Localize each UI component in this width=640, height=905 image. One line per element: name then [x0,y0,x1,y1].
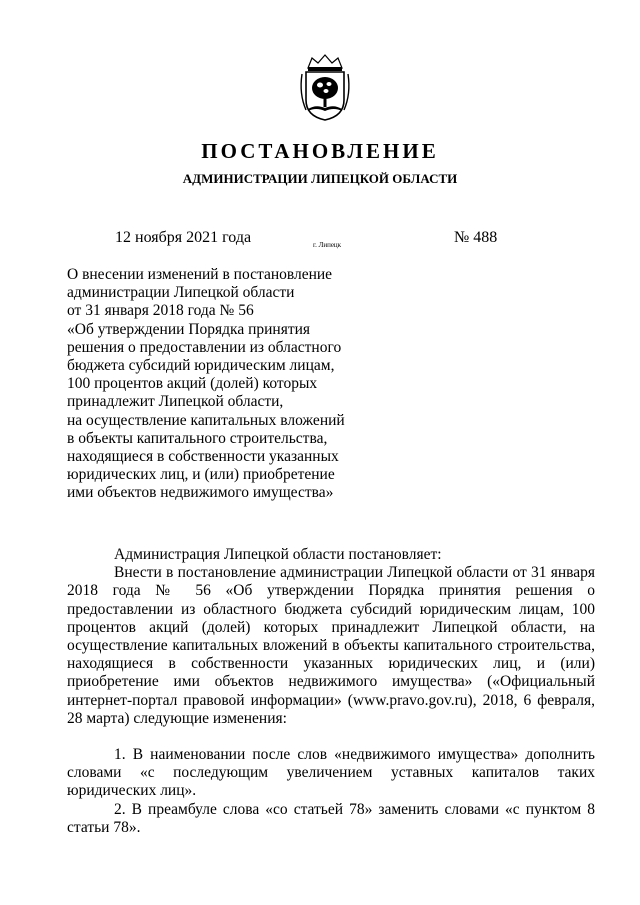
main-paragraph: Внести в постановление администрации Липецкой области от 31 января 2018 года № 56 «Об утверждении Порядка принятия решения о предоставлении из областного бюджета субсидий юридическим лицам, 100 процентов акций (долей) которых принадлежит Липецкой области, на осуществление капитальных вложений в объекты капитального строительства, находящиеся в собственности указанных юридических лиц, и (или) приобретение ими объектов недвижимого имущества» («Официальный интернет-портал правовой информации» (www.pravo.gov.ru), 2018, 6 февраля, 28 марта) следующие изменения: [67,564,595,727]
preamble: Администрация Липецкой области постановляет: [114,546,442,563]
subject-line: решения о предоставлении из областного [67,338,342,356]
subject-line: бюджета субсидий юридическим лицам, [67,357,335,375]
subject-line: в объекты капитального строительства, [67,429,328,447]
subject-line: на осуществление капитальных вложений [67,411,345,429]
subject-line: юридических лиц, и (или) приобретение [67,466,335,484]
subject-line: 100 процентов акций (долей) которых [67,375,318,393]
document-subject [67,266,367,503]
document-title: ПОСТАНОВЛЕНИЕ [201,139,439,163]
issuing-authority: АДМИНИСТРАЦИИ ЛИПЕЦКОЙ ОБЛАСТИ [182,171,458,186]
subject-line: «Об утверждении Порядка принятия [67,320,311,338]
subject-line: О внесении изменений в постановление [67,266,333,283]
subject-line: находящиеся в собственности указанных [67,448,339,466]
subject-line: принадлежит Липецкой области, [67,393,284,411]
subject-line: администрации Липецкой области [67,284,295,302]
document-body [67,546,595,837]
document-number: № 488 [454,229,498,246]
document-date: 12 ноября 2021 года [115,229,252,246]
amendment-item-2: 2. В преамбуле слова «со статьей 78» заменить словами «с пунктом 8 статьи 78». [67,800,595,836]
subject-line: от 31 января 2018 года № 56 [67,302,254,320]
coat-of-arms-icon [298,54,352,122]
amendment-item-1: 1. В наименовании после слов «недвижимого имущества» дополнить словами «с последующим увеличением уставных капиталов таких юридических лиц». [67,746,595,800]
document-city: г. Липецк [313,241,342,249]
subject-line: ими объектов недвижимого имущества» [67,484,334,502]
